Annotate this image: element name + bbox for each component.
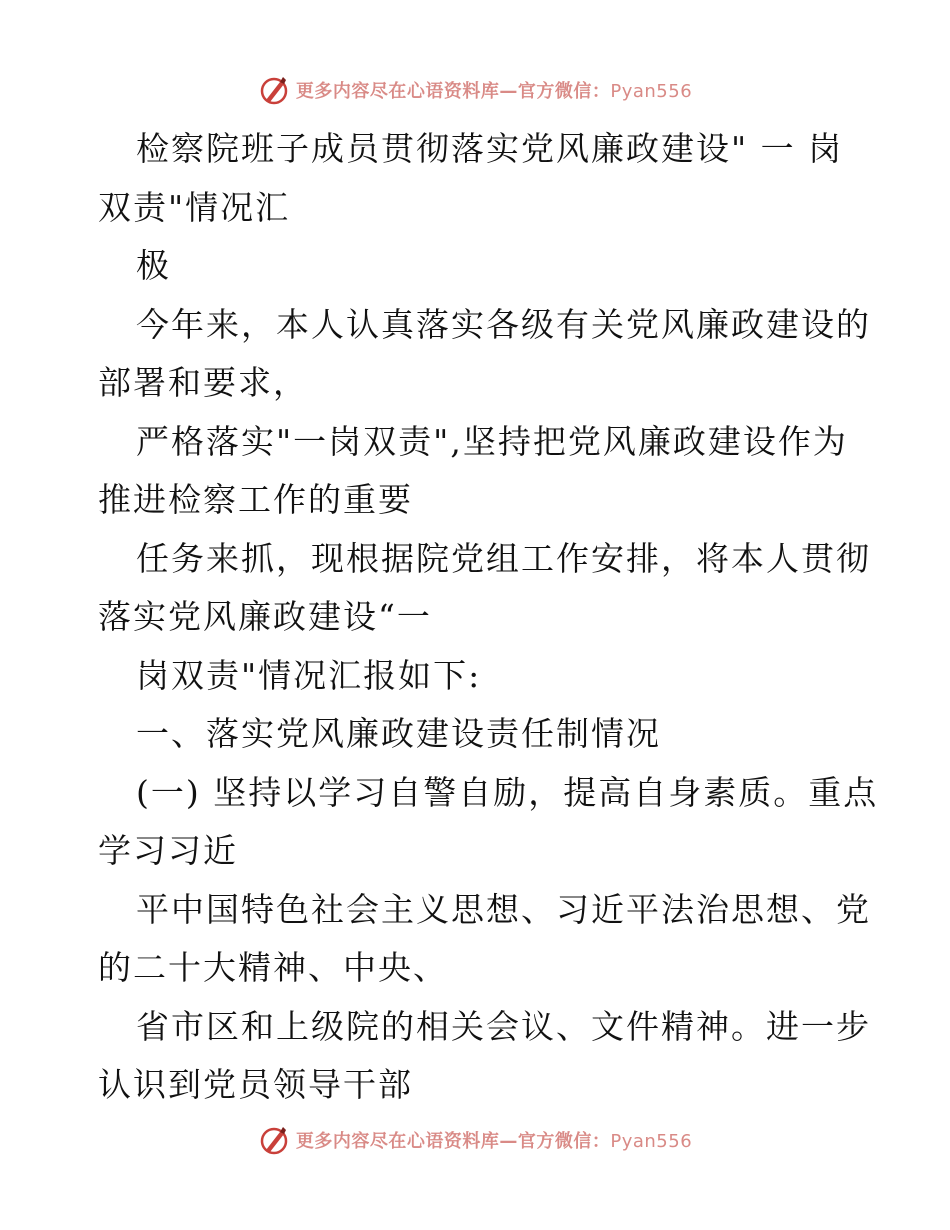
text-line: 部署和要求， (98, 363, 308, 402)
text-line: 学习习近 (98, 831, 238, 870)
text-line: 双责"情况汇 (98, 187, 291, 227)
document-body (98, 120, 879, 1115)
watermark-text: 更多内容尽在心语资料库—官方微信：Pyan556 (295, 81, 693, 102)
quill-pen-seal-icon (258, 74, 290, 106)
footer-watermark (0, 1120, 950, 1160)
text-line: (一) 坚持以学习自警自励，提高自身素质。重点 (136, 772, 879, 812)
text-line: 岗双责"情况汇报如下: (136, 655, 482, 695)
text-line: 任务来抓，现根据院党组工作安排，将本人贯彻 (136, 538, 871, 578)
text-line: 落实党风廉政建设“一 (98, 597, 432, 636)
text-line: 的二十大精神、中央、 (98, 948, 448, 987)
text-line: 推进检察工作的重要 (98, 480, 413, 519)
quill-pen-seal-icon (258, 1124, 290, 1156)
section-heading: 一、落实党风廉政建设责任制情况 (136, 714, 661, 753)
text-line: 认识到党员领导干部 (98, 1065, 413, 1104)
header-watermark (0, 70, 950, 110)
text-line: 严格落实"一岗双责",坚持把党风廉政建设作为 (136, 421, 848, 461)
text-line: 平中国特色社会主义思想、习近平法治思想、党 (136, 889, 871, 929)
text-line: 检察院班子成员贯彻落实党风廉政建设" 一 岗 (136, 129, 844, 168)
text-line: 省市区和上级院的相关会议、文件精神。进一步 (136, 1006, 871, 1046)
text-line: 今年来，本人认真落实各级有关党风廉政建设的 (136, 304, 871, 344)
text-line: 极 (136, 246, 171, 285)
watermark-text: 更多内容尽在心语资料库—官方微信：Pyan556 (295, 1131, 693, 1152)
